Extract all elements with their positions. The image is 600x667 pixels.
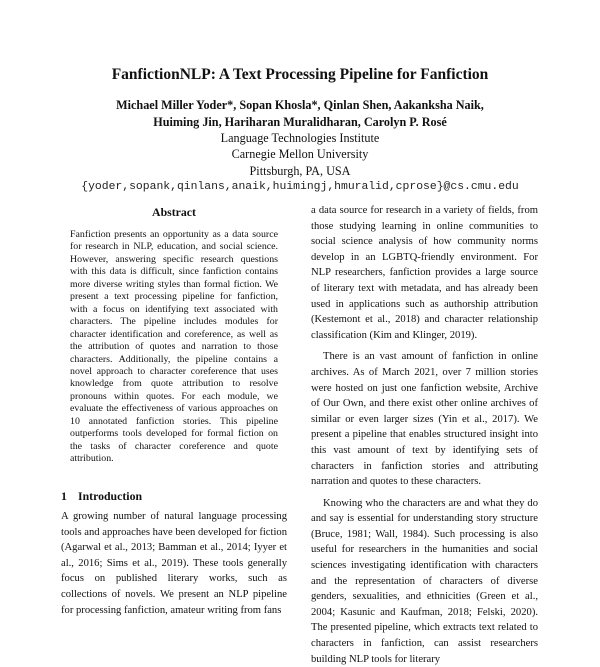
affiliation-university: Carnegie Mellon University (231, 147, 369, 162)
authors-line-1: Michael Miller Yoder*, Sopan Khosla*, Qinlan Shen, Aakanksha Naik, (116, 98, 484, 112)
author-emails: {yoder,sopank,qinlans,anaik,huimingj,hmuralid,cprose}@cs.cmu.edu (81, 180, 519, 193)
affiliation-location: Pittsburgh, PA, USA (249, 163, 351, 178)
left-column (61, 205, 287, 466)
authors-line-2: Huiming Jin, Hariharan Muralidharan, Carolyn P. Rosé (153, 115, 447, 129)
paragraph: a data source for research in a variety of fields, from those studying learning in online communities to social science analysis of how community norms develop in an LGBTQ-friendly environment. For NLP researchers, fanfiction provides a large source of literary text with metadata, and has already been used in applications such as authorship attribution (Kestemont et al., 2018) and character relationship classification (Kim and Klinger, 2019). (311, 205, 538, 341)
paragraph: There is an vast amount of fanfiction in online archives. As of March 2021, over 7 million stories were hosted on just one fanfiction website, Archive of Our Own, and there exist other online archives of similar or even larger sizes (Yin et al., 2017). We present a pipeline that enables structured insight into this vast amount of text by identifying sets of characters in fanfiction stories and attributing narration and quotes to these characters. (311, 351, 538, 488)
introduction-text: A growing number of natural language processing tools and approaches have been developed for fiction (Agarwal et al., 2013; Bamman et al., 2014; Iyyer et al., 2016; Sims et al., 2019). These tools generally focus on published literary works, such as collections of novels. We present an NLP pipeline for processing fanfiction, amateur writing from fans (61, 511, 287, 616)
abstract-heading: Abstract (152, 205, 196, 219)
introduction-heading (61, 489, 142, 504)
affiliation-institute: Language Technologies Institute (220, 131, 380, 145)
paragraph: Knowing who the characters are and what they do and say is essential for understanding story structure (Bruce, 1981; Wall, 1984). Such processing is also useful for researchers in the humanities and social sciences investigating identification with characters and the representation of characters of diverse genders, sexualities, and ethnicities (Green et al., 2004; Kasunic and Kaufman, 2018; Felski, 2020). The presented pipeline, which extracts text related to characters in fanfiction, can assist researchers building NLP tools for literary (311, 497, 538, 665)
section-number: 1 (61, 489, 67, 503)
author-list (0, 97, 600, 131)
affiliation (0, 130, 600, 195)
paper-title: FanfictionNLP: A Text Processing Pipeline for Fanfiction (111, 66, 489, 83)
section-title-text: Introduction (78, 489, 143, 503)
right-column (311, 203, 538, 667)
abstract-text: Fanfiction presents an opportunity as a data source for research in NLP, education, and social science. However, answering specific research questions with this data is difficult, since fanfiction contains more diverse writing styles than formal fiction. We present a text processing pipeline for fanfiction, with a focus on identifying text associated with characters. The pipeline includes modules for character identification and coreference, as well as the attribution of quotes and narration to those characters. Additionally, the pipeline contains a novel approach to character coreference that uses knowledge from quote attribution to resolve pronouns within quotes. For each module, we evaluate the effectiveness of various approaches on 10 annotated fanfiction stories. This pipeline outperforms tools developed for formal fiction on the tasks of character coreference and quote attribution. (70, 229, 278, 465)
